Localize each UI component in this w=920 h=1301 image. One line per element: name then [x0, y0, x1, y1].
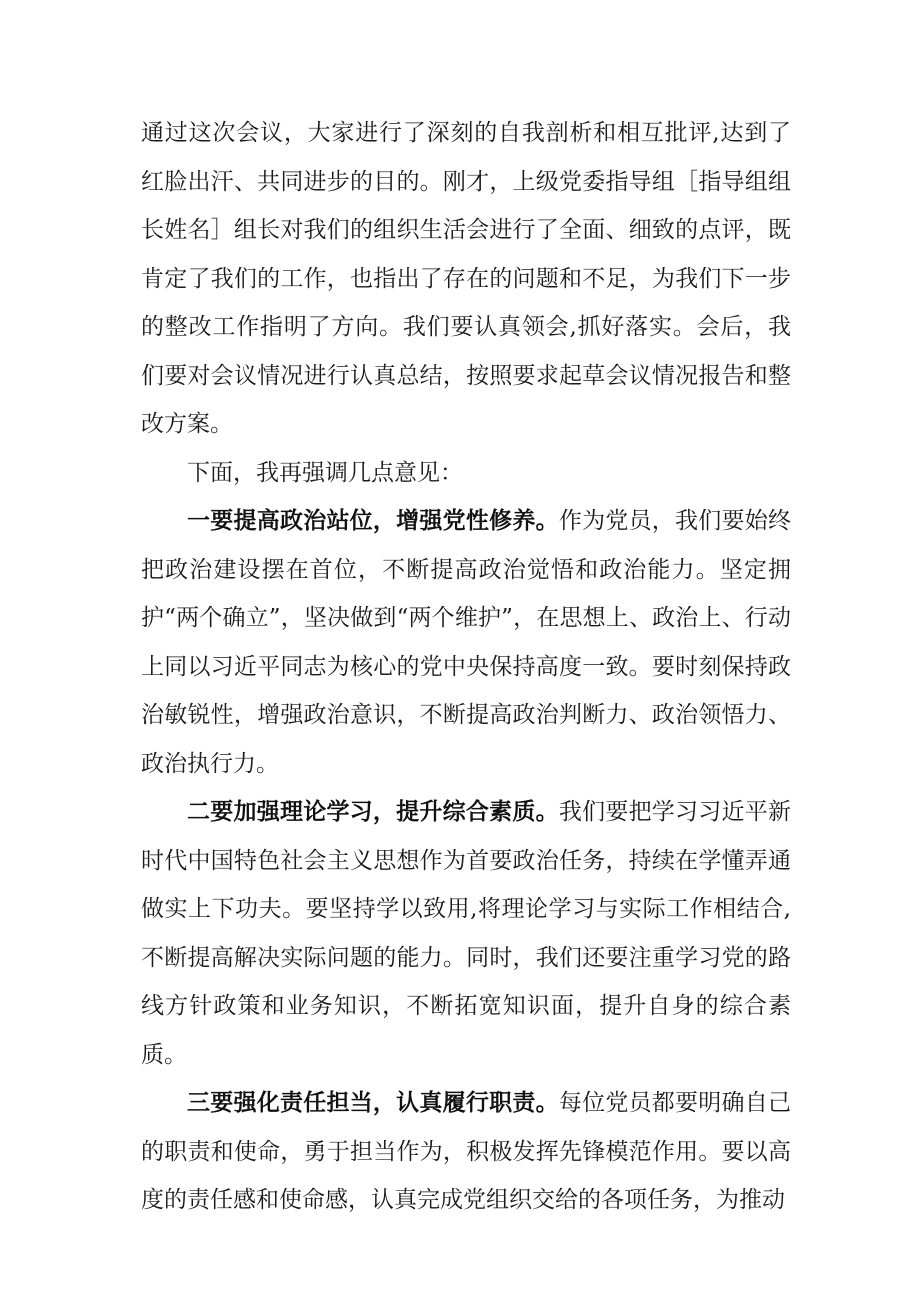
- paragraph-text: 每位党员都要明确自己的职责和使命，勇于担当作为，积极发挥先锋模范作用。要以高度的责任感和使命感，认真完成党组织交给的各项任务，为推动: [141, 1090, 792, 1213]
- paragraph-point-three: [141, 1079, 791, 1225]
- paragraph-text: 作为党员，我们要始终把政治建设摆在首位，不断提高政治觉悟和政治能力。坚定拥护“两个确立”，坚决做到“两个维护”，在思想上、政治上、行动上同以习近平同志为核心的党中央保持高度一致。要时刻保持政治敏锐性，增强政治意识，不断提高政治判断力、政治领悟力、政治执行力。: [141, 508, 792, 777]
- paragraph-meeting-summary: [141, 109, 791, 449]
- document-body: [141, 109, 791, 1225]
- paragraph-text: 下面，我再强调几点意见：: [187, 459, 463, 486]
- paragraph-heading: 三要强化责任担当，认真履行职责。: [187, 1089, 559, 1116]
- paragraph-intro-points: [141, 449, 791, 498]
- paragraph-text: 通过这次会议，大家进行了深刻的自我剖析和相互批评,达到了红脸出汗、共同进步的目的。刚才，上级党委指导组［指导组组长姓名］组长对我们的组织生活会进行了全面、细致的点评，既肯定了我们的工作，也指出了存在的问题和不足，为我们下一步的整改工作指明了方向。我们要认真领会,抓好落实。会后，我们要对会议情况进行认真总结，按照要求起草会议情况报告和整改方案。: [141, 120, 791, 437]
- paragraph-heading: 一要提高政治站位，增强党性修养。: [187, 507, 559, 534]
- paragraph-point-one: [141, 497, 791, 788]
- paragraph-point-two: [141, 788, 791, 1079]
- paragraph-text: 我们要把学习习近平新时代中国特色社会主义思想作为首要政治任务，持续在学懂弄通做实上下功夫。要坚持学以致用,将理论学习与实际工作相结合,不断提高解决实际问题的能力。同时，我们还要注重学习党的路线方针政策和业务知识，不断拓宽知识面，提升自身的综合素质。: [141, 799, 792, 1068]
- paragraph-heading: 二要加强理论学习，提升综合素质。: [187, 798, 559, 825]
